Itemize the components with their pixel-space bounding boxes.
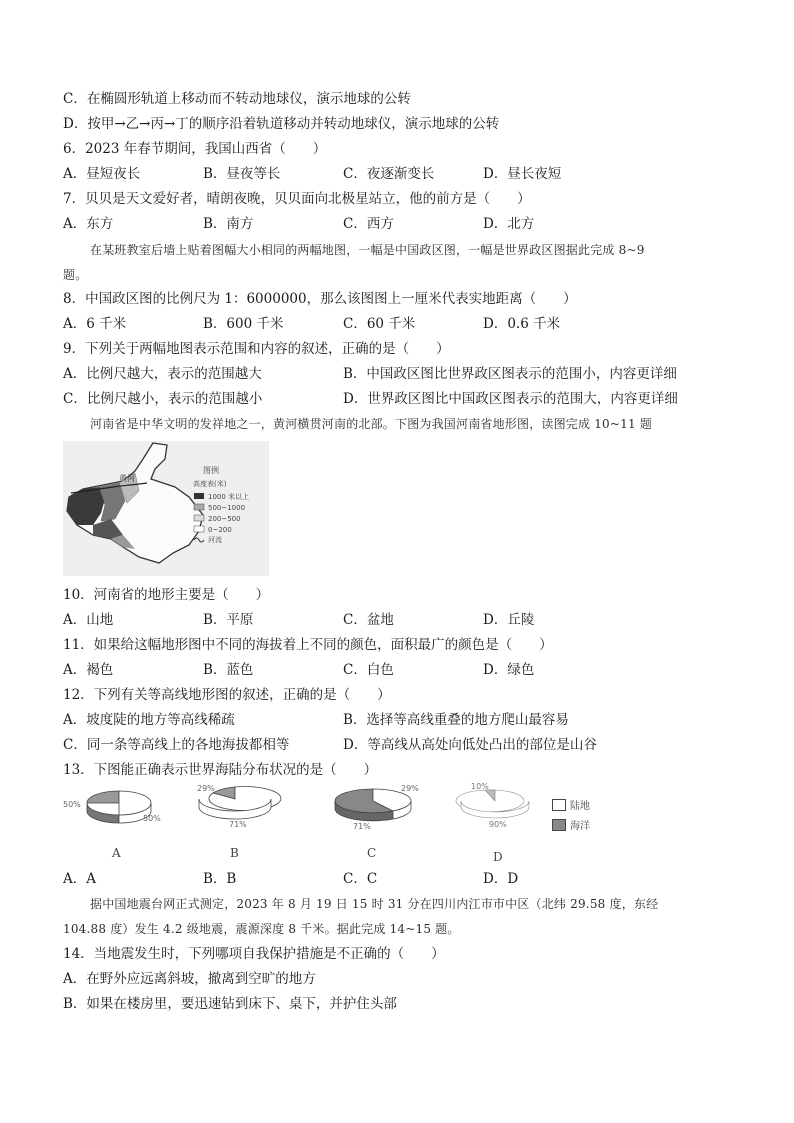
pie-chart-b: [195, 783, 305, 837]
q7-option-d: D．北方: [483, 216, 535, 232]
q14-option-a: A．在野外应远离斜坡，撤离到空旷的地方: [63, 971, 316, 987]
q9-option-d: D．世界政区图比中国政区图表示的范围大，内容更详细: [343, 391, 678, 407]
legend-swatch-200: [194, 515, 204, 521]
legend-item-1: 1000 米以上: [208, 493, 250, 501]
q14-option-b: B．如果在楼房里，要迅速钻到床下、桌下，并护住头部: [63, 996, 397, 1012]
pie-b-caption: B: [230, 846, 239, 860]
q9-option-b: B．中国政区图比世界政区图表示的范围小，内容更详细: [343, 366, 677, 382]
legend-swatch-0: [194, 526, 204, 532]
intro-14-15-cont: 104.88 度）发生 4.2 级地震，震源深度 8 千米。据此完成 14~15 题。: [63, 922, 460, 936]
q6-option-a: A．昼短夜长: [63, 166, 141, 182]
q12-option-d: D．等高线从高处向低处凸出的部位是山谷: [343, 737, 597, 753]
option-c-text: C．在椭圆形轨道上移动而不转动地球仪，演示地球的公转: [63, 91, 411, 107]
intro-8-9-cont: 题。: [63, 268, 88, 282]
q6-option-d: D．昼长夜短: [483, 166, 562, 182]
q9-option-c: C．比例尺越小，表示的范围越小: [63, 391, 263, 407]
q11-option-c: C．白色: [343, 662, 394, 678]
pie-a-right-label: 50%: [143, 814, 161, 823]
q10-option-b: B．平原: [203, 612, 254, 628]
q12-option-b: B．选择等高线重叠的地方爬山最容易: [343, 712, 569, 728]
q7-option-c: C．西方: [343, 216, 394, 232]
q8-option-b: B．600 千米: [203, 316, 284, 332]
pie-chart-d: [455, 783, 545, 837]
question-14: 14．当地震发生时，下列哪项自我保护措施是不正确的（ ）: [63, 946, 445, 962]
legend-land-label: 陆地: [570, 801, 590, 812]
intro-10-11: 河南省是中华文明的发祥地之一，黄河横贯河南的北部。下图为我国河南省地形图，读图完成 10~11 题: [90, 417, 653, 431]
pie-d-caption: D: [493, 850, 503, 864]
q8-option-d: D．0.6 千米: [483, 316, 561, 332]
pie-d-bottom-label: 90%: [489, 820, 507, 829]
question-6: 6．2023 年春节期间，我国山西省（ ）: [63, 141, 327, 157]
question-9: 9．下列关于两幅地图表示范围和内容的叙述，正确的是（ ）: [63, 341, 450, 357]
q10-option-a: A．山地: [63, 612, 114, 628]
q11-option-a: A．褐色: [63, 662, 114, 678]
pie-c-top-label: 29%: [401, 784, 419, 793]
legend-ocean-label: 海洋: [570, 821, 590, 832]
q13-option-a: A．A: [63, 871, 96, 887]
q7-option-b: B．南方: [203, 216, 254, 232]
question-13: 13．下图能正确表示世界海陆分布状况的是（ ）: [63, 762, 378, 778]
pie-chart-c: [327, 783, 437, 837]
q11-option-d: D．绿色: [483, 662, 535, 678]
q11-option-b: B．蓝色: [203, 662, 254, 678]
question-11: 11．如果给这幅地形图中不同的海拔着上不同的颜色，面积最广的颜色是（ ）: [63, 637, 553, 653]
river-label: 黄河: [119, 474, 135, 483]
question-7: 7．贝贝是天文爱好者，晴朗夜晚，贝贝面向北极星站立，他的前方是（ ）: [63, 191, 531, 207]
legend-land-swatch: [552, 799, 566, 811]
pie-a-left-label: 50%: [63, 800, 81, 809]
q13-option-d: D．D: [483, 871, 519, 887]
q12-option-c: C．同一条等高线上的各地海拔都相等: [63, 737, 290, 753]
pie-c-bottom-label: 71%: [353, 822, 371, 831]
question-8: 8．中国政区图的比例尺为 1：6000000，那么该图图上一厘米代表实地距离（ ）: [63, 291, 577, 307]
legend-swatch-500: [194, 504, 204, 510]
q7-option-a: A．东方: [63, 216, 114, 232]
legend-title: 图例: [203, 466, 219, 475]
q6-option-b: B．昼夜等长: [203, 166, 281, 182]
intro-8-9: 在某班教室后墙上贴着图幅大小相同的两幅地图，一幅是中国政区图，一幅是世界政区图据此完成 8~9: [90, 243, 645, 257]
q9-option-a: A．比例尺越大，表示的范围越大: [63, 366, 262, 382]
q8-option-c: C．60 千米: [343, 316, 416, 332]
legend-item-2: 500~1000: [208, 504, 246, 512]
henan-terrain-map: [63, 441, 269, 576]
q13-option-c: C．C: [343, 871, 378, 887]
question-10: 10．河南省的地形主要是（ ）: [63, 587, 270, 603]
legend-item-5: 河流: [208, 536, 222, 544]
intro-14-15: 据中国地震台网正式测定，2023 年 8 月 19 日 15 时 31 分在四川内江市市中区（北纬 29.58 度，东经: [90, 897, 659, 911]
q6-option-c: C．夜逐渐变长: [343, 166, 435, 182]
legend-item-3: 200~500: [208, 515, 241, 523]
legend-item-4: 0~200: [208, 526, 232, 534]
pie-d-top-label: 10%: [471, 783, 489, 791]
legend-ocean-swatch: [552, 819, 566, 831]
q10-option-c: C．盆地: [343, 612, 394, 628]
q13-option-b: B．B: [203, 871, 237, 887]
option-d-text: D．按甲→乙→丙→丁的顺序沿着轨道移动并转动地球仪，演示地球的公转: [63, 116, 500, 132]
question-12: 12．下列有关等高线地形图的叙述，正确的是（ ）: [63, 687, 391, 703]
pie-c-caption: C: [367, 846, 377, 860]
q8-option-a: A．6 千米: [63, 316, 127, 332]
pie-chart-a: [63, 783, 173, 837]
q12-option-a: A．坡度陡的地方等高线稀疏: [63, 712, 235, 728]
pie-b-top-label: 29%: [197, 784, 215, 793]
pie-a-caption: A: [112, 846, 121, 860]
q10-option-d: D．丘陵: [483, 612, 535, 628]
legend-swatch-1000: [194, 493, 204, 499]
pie-legend: [552, 797, 590, 832]
legend-subtitle: 高度表(米): [193, 480, 227, 488]
pie-b-bottom-label: 71%: [229, 820, 247, 829]
